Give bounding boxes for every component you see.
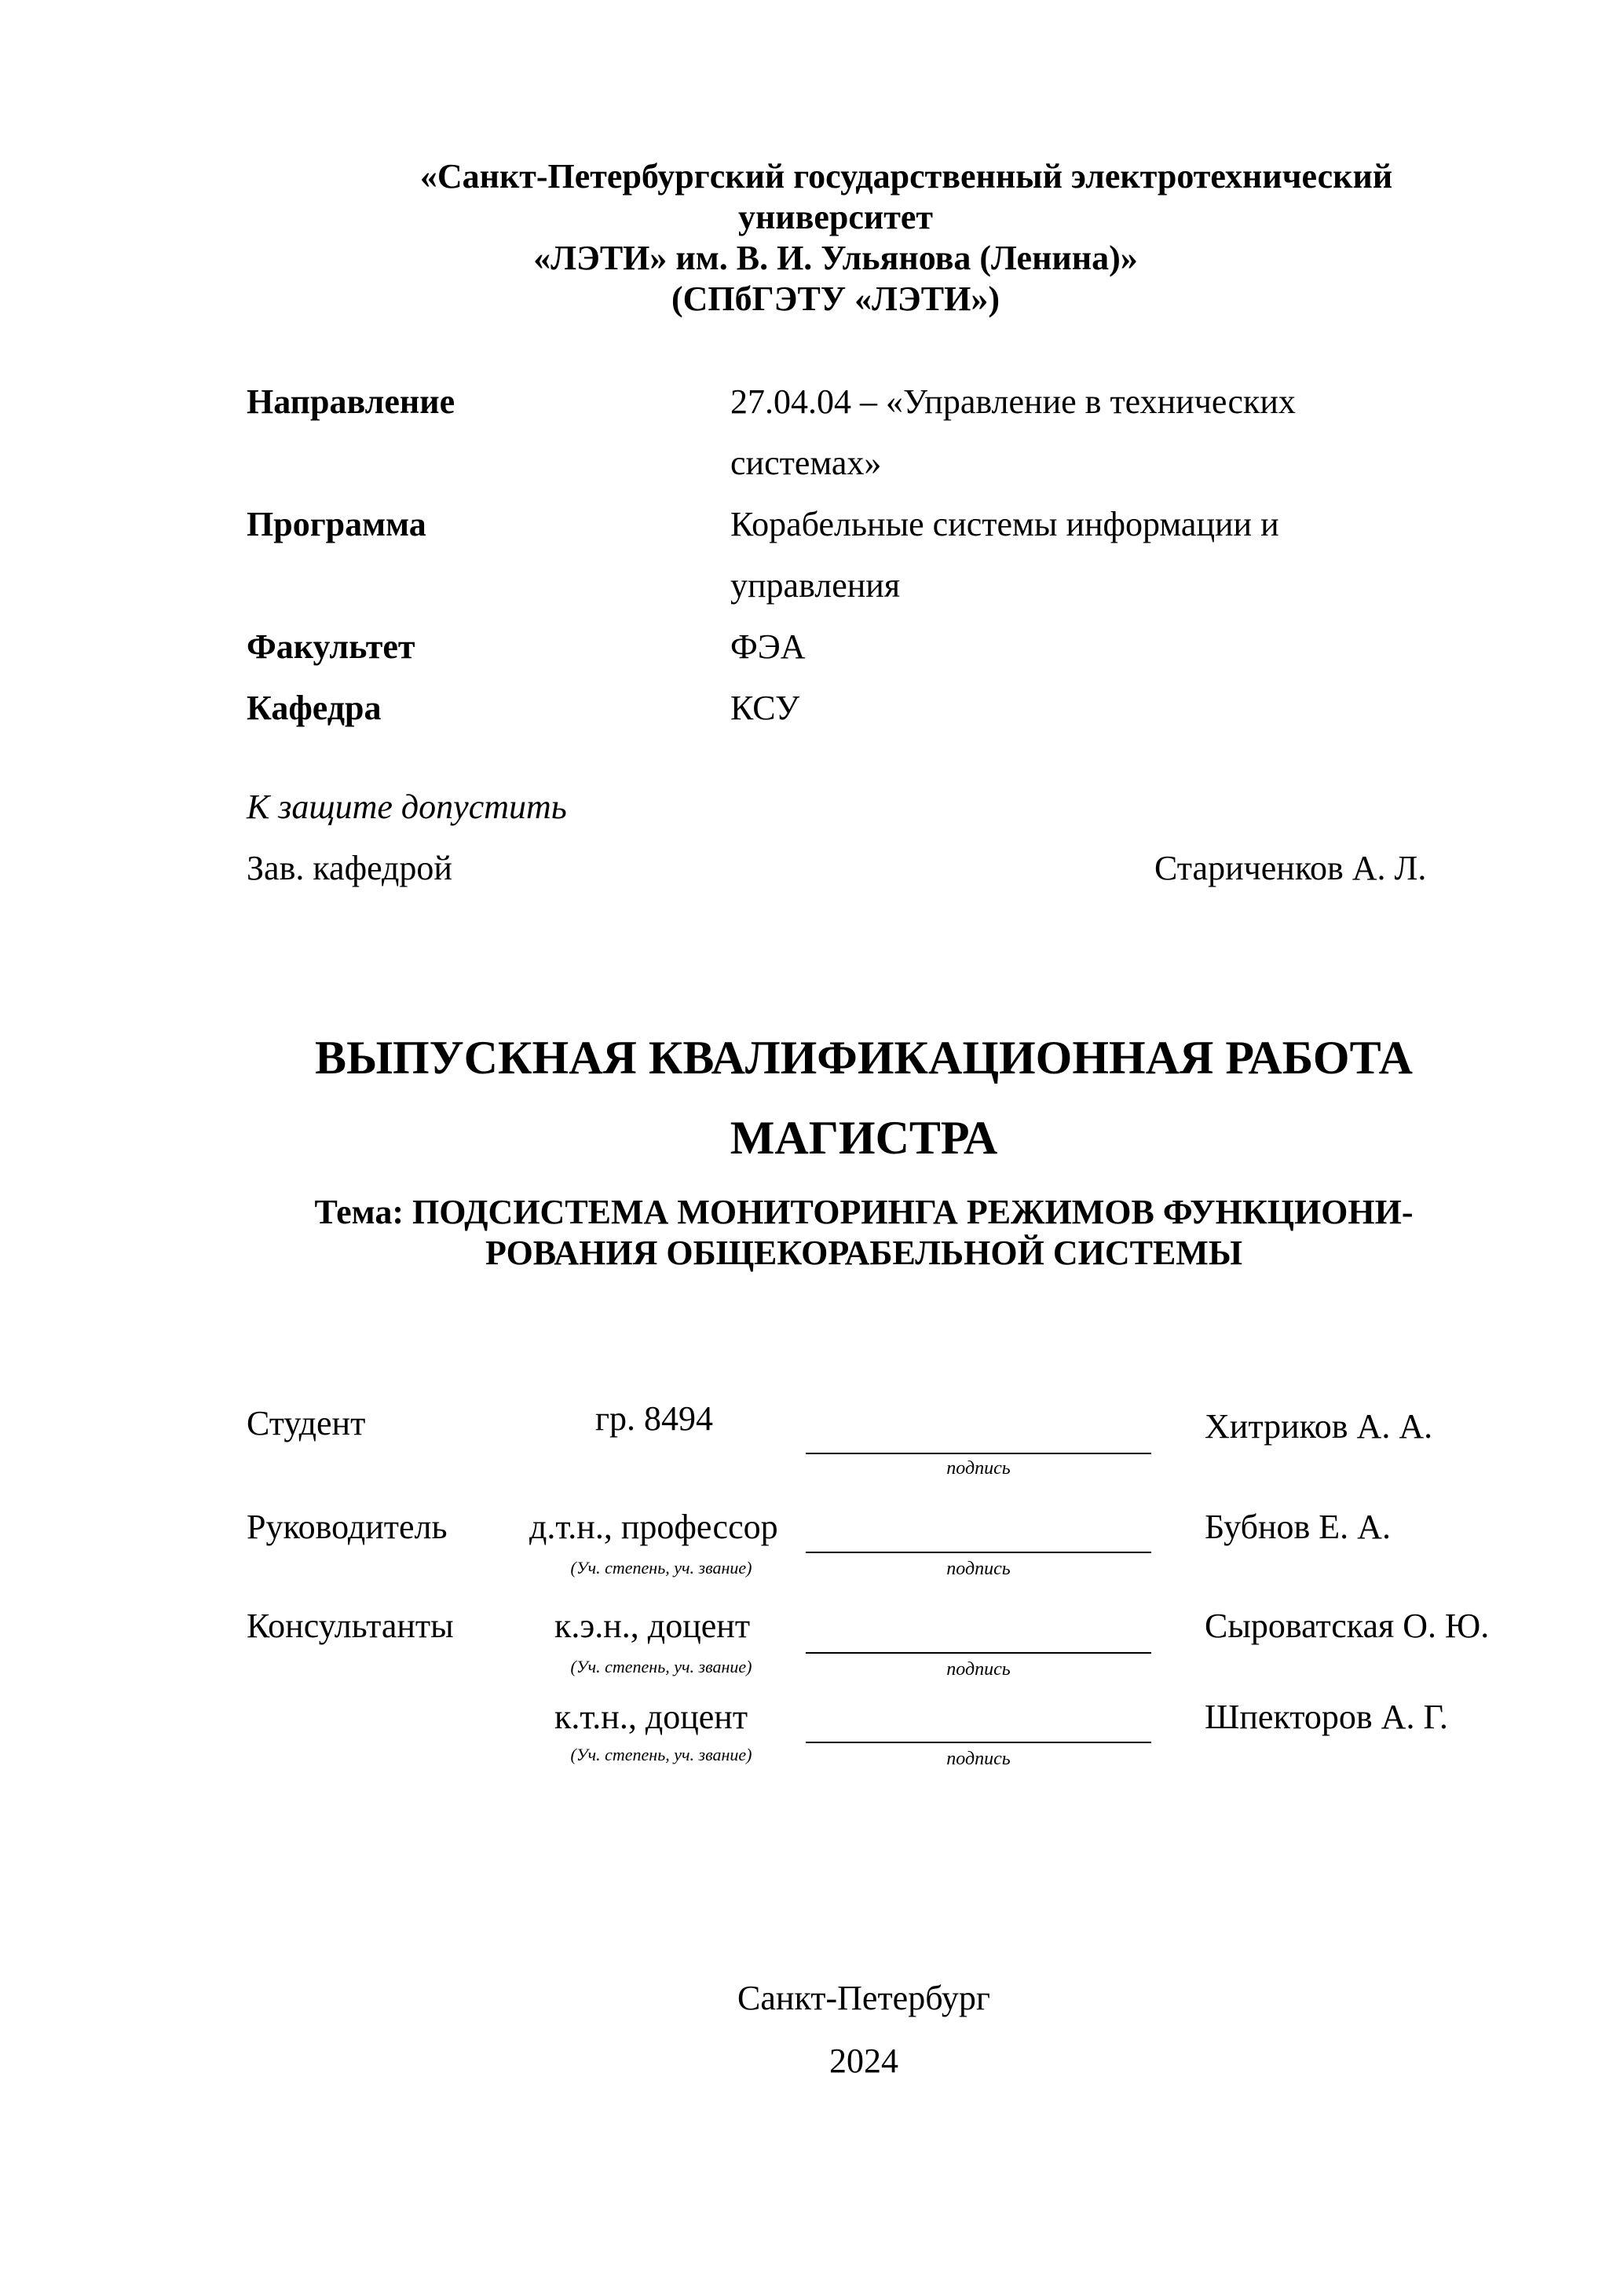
consultant-1-signature-caption: подпись [946,1659,1011,1680]
faculty-value: ФЭА [730,627,806,666]
student-role: Студент [247,1404,366,1442]
department-value: КСУ [730,689,800,727]
program-value-line-2: управления [730,566,901,605]
student-group: гр. 8494 [595,1399,714,1438]
consultant-1-signature-line [806,1652,1151,1654]
consultants-role: Консультанты [247,1607,454,1645]
work-title-line-2: МАГИСТРА [730,1112,998,1164]
consultant-2-rank: к.т.н., доцент [554,1698,748,1736]
consultant-1-rank: к.э.н., доцент [554,1607,751,1645]
theme-line-1: Тема: ПОДСИСТЕМА МОНИТОРИНГА РЕЖИМОВ ФУНКЦИОНИ- [314,1193,1414,1231]
supervisor-signature-caption: подпись [946,1559,1011,1579]
university-name-line-1: «Санкт-Петербургский государственный электротехнический [419,157,1393,196]
supervisor-name: Бубнов Е. А. [1205,1508,1391,1546]
direction-value-line-1: 27.04.04 – «Управление в технических [730,382,1296,421]
work-title-line-1: ВЫПУСКНАЯ КВАЛИФИКАЦИОННАЯ РАБОТА [315,1032,1413,1084]
consultant-2-name: Шпекторов А. Г. [1205,1698,1448,1736]
supervisor-rank: д.т.н., профессор [529,1508,778,1546]
university-abbreviation: (СПбГЭТУ «ЛЭТИ») [671,280,1000,318]
program-value-line-1: Корабельные системы информации и [730,505,1279,543]
supervisor-signature-line [806,1552,1151,1553]
faculty-label: Факультет [247,627,415,666]
student-signature-line [806,1453,1151,1454]
head-of-department-name: Стариченков А. Л. [1154,849,1427,887]
consultant-1-name: Сыроватская О. Ю. [1205,1607,1490,1645]
program-label: Программа [247,505,426,543]
university-name-line-3: «ЛЭТИ» им. В. И. Ульянова (Ленина)» [533,239,1138,277]
head-of-department-label: Зав. кафедрой [247,849,452,887]
consultant-1-rank-caption: (Уч. степень, уч. звание) [570,1657,752,1676]
theme-line-2: РОВАНИЯ ОБЩЕКОРАБЕЛЬНОЙ СИСТЕМЫ [485,1234,1243,1272]
consultant-2-signature-caption: подпись [946,1749,1011,1769]
university-name-line-2: университет [737,198,934,236]
city: Санкт-Петербург [737,1979,990,2017]
student-name: Хитриков А. А. [1205,1407,1433,1446]
direction-label: Направление [247,382,455,421]
admit-to-defense: К защите допустить [247,788,567,826]
supervisor-role: Руководитель [247,1508,448,1546]
consultant-2-signature-line [806,1742,1151,1743]
direction-value-line-2: системах» [730,444,882,482]
student-signature-caption: подпись [946,1458,1011,1479]
consultant-2-rank-caption: (Уч. степень, уч. звание) [570,1745,752,1764]
year: 2024 [829,2042,898,2080]
department-label: Кафедра [247,689,382,727]
supervisor-rank-caption: (Уч. степень, уч. звание) [570,1558,752,1578]
